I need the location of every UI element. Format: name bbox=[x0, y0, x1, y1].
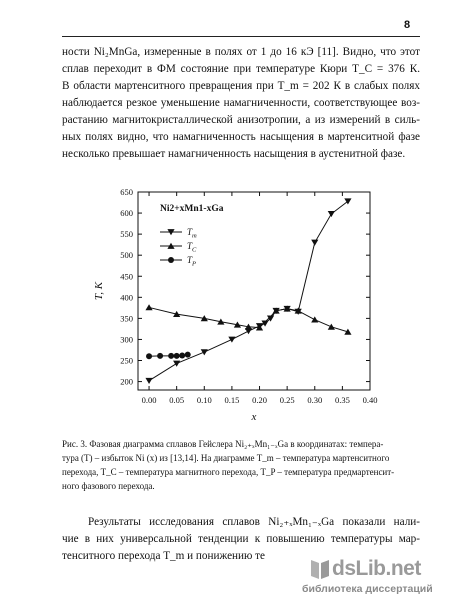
chart-legend bbox=[160, 227, 197, 268]
legend-label: $T_P$ bbox=[187, 255, 196, 268]
y-tick-label: 500 bbox=[120, 250, 133, 261]
text-line: В области мартенситного превращения при T_m = 202 К в слабых полях bbox=[62, 80, 420, 92]
x-tick-label: 0.35 bbox=[334, 395, 350, 405]
plot-frame bbox=[138, 192, 370, 390]
data-point-tc bbox=[311, 316, 318, 322]
data-point-tm bbox=[228, 337, 235, 343]
data-point-tp bbox=[179, 352, 185, 358]
x-tick-label: 0.15 bbox=[224, 395, 240, 405]
figure-caption bbox=[62, 437, 420, 493]
x-tick-label: 0.00 bbox=[141, 395, 157, 405]
paragraph-1 bbox=[62, 44, 420, 163]
caption-line: Рис. 3. Фазовая диаграмма сплавов Гейслера Ni₂₊ₓMn₁₋ₓGa в координатах: темпера- bbox=[62, 439, 384, 449]
chart-tick-labels bbox=[120, 187, 377, 405]
text-line: несколько превышает намагниченность насыщения в аустенитной фазе. bbox=[62, 148, 406, 160]
x-tick-label: 0.25 bbox=[279, 395, 295, 405]
x-tick-label: 0.10 bbox=[196, 395, 212, 405]
legend-label: $T_C$ bbox=[187, 241, 197, 254]
data-point-tp bbox=[185, 352, 191, 358]
x-tick-label: 0.40 bbox=[362, 395, 378, 405]
y-tick-label: 350 bbox=[120, 313, 133, 324]
legend-label: $T_m$ bbox=[187, 227, 197, 240]
text-line: чие в них универсальной тенденции к повышению температуры мар- bbox=[62, 533, 420, 545]
x-tick-label: 0.05 bbox=[169, 395, 185, 405]
y-tick-label: 600 bbox=[120, 208, 133, 219]
watermark-caption: библиотека диссертаций bbox=[302, 583, 433, 595]
data-point-tm bbox=[173, 361, 180, 367]
data-point-tc bbox=[145, 304, 152, 310]
caption-line: тура (T) – избыток Ni (x) из [13,14]. На диаграмме T_m – температура мартенситного bbox=[62, 453, 390, 463]
y-axis-label: T, K bbox=[93, 281, 105, 301]
text-line: наблюдается резкое уменьшение намагниченности, соответствующее воз- bbox=[62, 97, 420, 109]
y-tick-label: 200 bbox=[120, 376, 133, 387]
y-tick-label: 550 bbox=[120, 229, 133, 240]
legend-marker bbox=[168, 257, 174, 263]
text-line: растанию магнитокристаллической анизотропии, а из измерений в силь- bbox=[62, 114, 420, 126]
data-point-tp bbox=[157, 353, 163, 359]
text-line: тенситного перехода T_m и понижению те bbox=[62, 550, 266, 562]
y-tick-label: 450 bbox=[120, 271, 133, 282]
x-tick-label: 0.20 bbox=[252, 395, 267, 405]
y-tick-label: 650 bbox=[120, 187, 133, 197]
series-line-tm bbox=[149, 201, 348, 380]
data-point-tm bbox=[328, 211, 335, 217]
x-axis-label: x bbox=[251, 411, 257, 423]
y-tick-label: 400 bbox=[120, 292, 133, 303]
data-point-tm bbox=[201, 349, 208, 355]
page-number: 8 bbox=[404, 19, 411, 31]
y-tick-label: 250 bbox=[120, 355, 133, 366]
data-point-tm bbox=[311, 240, 318, 246]
x-tick-label: 0.30 bbox=[307, 395, 323, 405]
text-line: Результаты исследования сплавов Ni₂₊ₓMn₁₋ₓGa показали нали- bbox=[88, 516, 420, 528]
phase-diagram-chart bbox=[88, 182, 388, 432]
data-point-tp bbox=[146, 353, 152, 359]
data-point-tp bbox=[168, 353, 174, 359]
chart-markers bbox=[145, 198, 351, 384]
header-rule bbox=[62, 36, 420, 37]
data-point-tp bbox=[174, 353, 180, 359]
data-point-tc bbox=[328, 324, 335, 330]
chart-title: Ni2+xMn1-xGa bbox=[160, 204, 224, 214]
text-line: ных полях видно, что намагниченность насыщения в мартенситной фазе bbox=[62, 131, 420, 143]
data-point-tm bbox=[145, 378, 152, 384]
caption-line: ного фазового перехода. bbox=[62, 481, 155, 491]
data-point-tc bbox=[344, 329, 351, 335]
phase-diagram-figure bbox=[88, 182, 388, 432]
watermark-site[interactable]: dsLib.net bbox=[332, 557, 421, 580]
book-icon bbox=[308, 556, 332, 582]
caption-line: перехода, T_C – температура магнитного перехода, T_P – температура предмартенсит- bbox=[62, 467, 395, 477]
y-tick-label: 300 bbox=[120, 334, 133, 345]
text-line: сплав переходит в ФМ состояние при температуре Кюри T_C = 376 К. bbox=[62, 63, 420, 75]
chart-series-lines bbox=[149, 201, 348, 380]
chart-axes bbox=[138, 192, 370, 390]
text-line: ности Ni₂MnGa, измеренные в полях от 1 до 16 кЭ [11]. Видно, что этот bbox=[62, 46, 420, 58]
